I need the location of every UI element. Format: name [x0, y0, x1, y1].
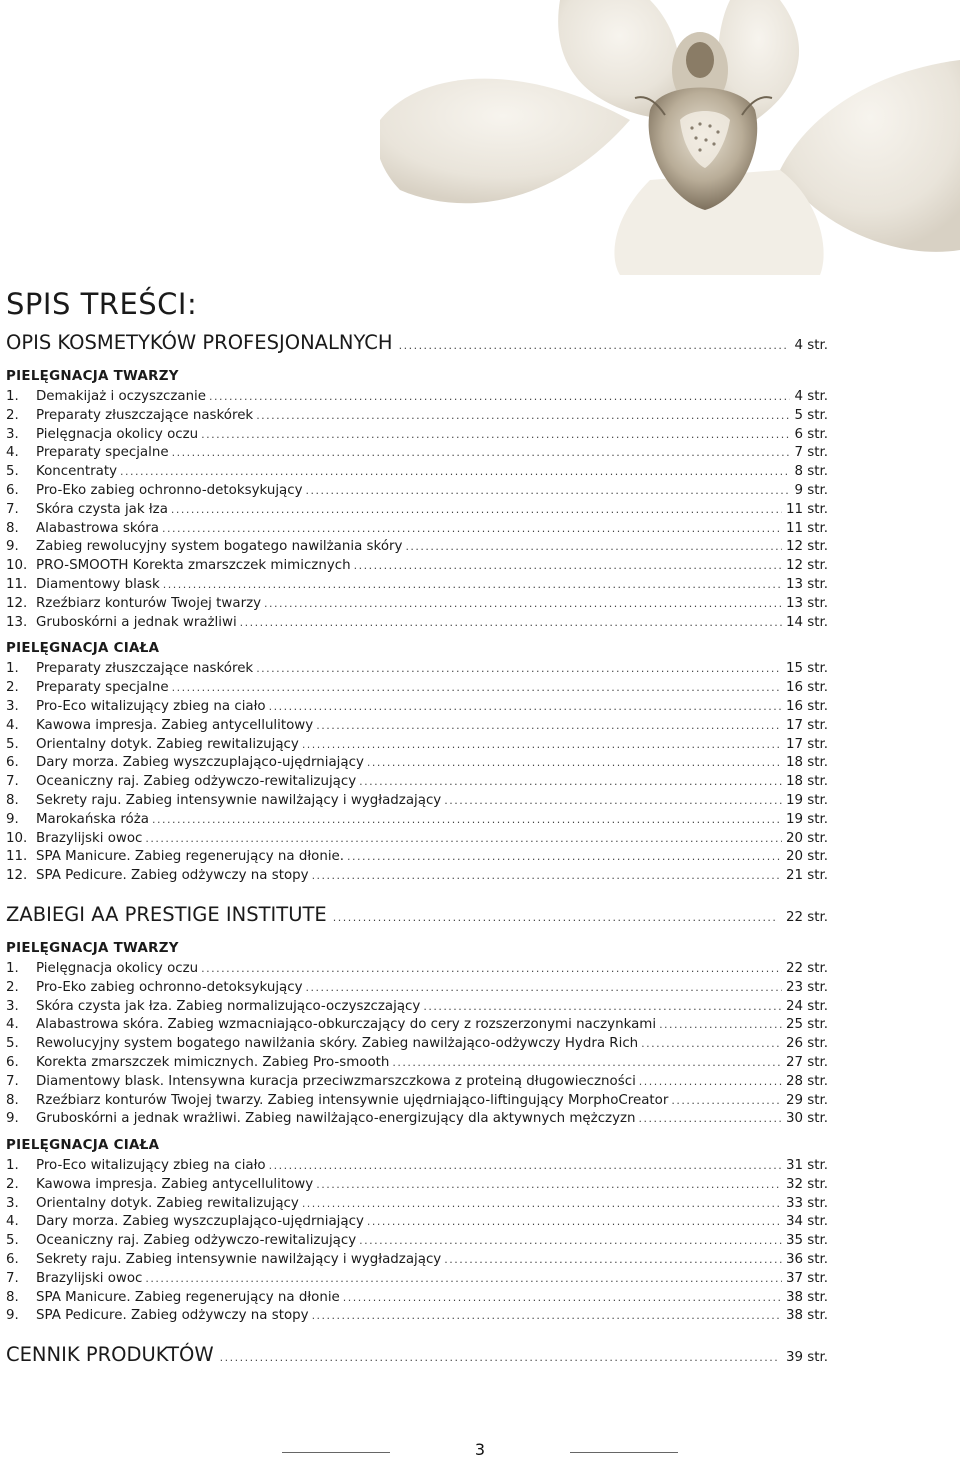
entry-label: Oceaniczny raj. Zabieg odżywczo-rewitalizujący — [36, 1233, 357, 1249]
entry-number: 9. — [6, 811, 19, 827]
leader-dots — [306, 979, 782, 998]
entry-label: Gruboskórni a jednak wrażliwi. Zabieg nawilżająco-energizujący dla aktywnych mężczyzn — [36, 1111, 636, 1127]
entry-page: 38 str. — [785, 1308, 828, 1324]
entry-page: 34 str. — [785, 1214, 828, 1230]
leader-dots — [171, 501, 782, 520]
page-title: SPIS TREŚCI: — [6, 287, 198, 321]
entry-page: 23 str. — [785, 979, 828, 995]
toc-entry[interactable] — [6, 407, 828, 426]
leader-dots — [444, 792, 782, 811]
entry-page: 9 str. — [794, 482, 828, 498]
toc-entry[interactable] — [6, 998, 828, 1017]
leader-dots — [302, 736, 782, 755]
entry-page: 20 str. — [785, 849, 828, 865]
entry-number: 9. — [6, 1111, 19, 1127]
toc-entry[interactable] — [6, 1176, 828, 1195]
entry-page: 8 str. — [794, 464, 828, 480]
leader-dots — [343, 1289, 782, 1308]
entry-page: 22 str. — [785, 960, 828, 976]
leader-dots — [641, 1035, 782, 1054]
entry-label: Preparaty złuszczające naskórek — [36, 661, 254, 677]
entry-label: Kawowa impresja. Zabieg antycellulitowy — [36, 1176, 314, 1192]
entry-label: Marokańska róża — [36, 811, 149, 827]
leader-dots — [145, 830, 782, 849]
leader-dots — [145, 1270, 782, 1289]
entry-number: 1. — [6, 1158, 19, 1174]
toc-entry[interactable] — [6, 1270, 828, 1289]
orchid-illustration — [380, 0, 960, 275]
leader-dots — [354, 557, 782, 576]
toc-entry[interactable] — [6, 1289, 828, 1308]
entry-number: 1. — [6, 960, 19, 976]
leader-dots — [302, 1195, 782, 1214]
entry-page: 21 str. — [785, 868, 828, 884]
toc-entry[interactable] — [6, 830, 828, 849]
entry-label: Sekrety raju. Zabieg intensywnie nawilżający i wygładzający — [36, 792, 442, 808]
entry-page: 33 str. — [785, 1195, 828, 1211]
leader-dots — [359, 1232, 782, 1251]
toc-list — [6, 1157, 828, 1326]
leader-dots — [162, 520, 782, 539]
entry-number: 7. — [6, 774, 19, 790]
entry-page: 7 str. — [794, 445, 828, 461]
leader-dots — [444, 1251, 782, 1270]
entry-label: Pro-Eco witalizujący zbieg na ciało — [36, 698, 266, 714]
entry-number: 5. — [6, 736, 19, 752]
toc-entry[interactable] — [6, 960, 828, 979]
entry-label: Alabastrowa skóra — [36, 520, 159, 536]
entry-number: 4. — [6, 717, 19, 733]
entry-label: Preparaty specjalne — [36, 680, 169, 696]
entry-page: 27 str. — [785, 1054, 828, 1070]
entry-label: Rzeźbiarz konturów Twojej twarzy — [36, 595, 262, 611]
toc-entry[interactable] — [6, 1035, 828, 1054]
leader-dots — [659, 1016, 782, 1035]
entry-page: 17 str. — [785, 717, 828, 733]
toc-entry[interactable] — [6, 1054, 828, 1073]
entry-page: 12 str. — [785, 558, 828, 574]
leader-dots — [209, 388, 790, 407]
toc-entry[interactable] — [6, 538, 828, 557]
toc-entry[interactable] — [6, 1232, 828, 1251]
toc-entry[interactable] — [6, 482, 828, 501]
leader-dots — [333, 901, 778, 932]
entry-page: 32 str. — [785, 1176, 828, 1192]
leader-dots — [256, 660, 782, 679]
leader-dots — [220, 1341, 778, 1372]
entry-label: Demakijaż i oczyszczanie — [36, 389, 207, 404]
leader-dots — [316, 1176, 782, 1195]
entry-page: 30 str. — [785, 1111, 828, 1127]
entry-number: 5. — [6, 1036, 19, 1052]
entry-label: Pielęgnacja okolicy oczu — [36, 426, 199, 442]
entry-page: 25 str. — [785, 1017, 828, 1033]
entry-label: Sekrety raju. Zabieg intensywnie nawilżający i wygładzający — [36, 1252, 442, 1268]
entry-number: 8. — [6, 1092, 19, 1108]
leader-dots — [120, 463, 790, 482]
toc-entry[interactable] — [6, 754, 828, 773]
toc-list — [6, 660, 828, 886]
entry-number: 3. — [6, 426, 19, 442]
leader-dots — [172, 679, 782, 698]
entry-label: Preparaty specjalne — [36, 445, 169, 461]
leader-dots — [367, 1213, 782, 1232]
entry-label: Zabieg rewolucyjny system bogatego nawilżania skóry — [36, 539, 403, 555]
entry-number: 10. — [6, 830, 28, 846]
entry-number: 7. — [6, 1270, 19, 1286]
toc-entry[interactable] — [6, 1016, 828, 1035]
entry-number: 12. — [6, 868, 28, 884]
leader-dots — [639, 1110, 782, 1129]
toc-entry[interactable] — [6, 576, 828, 595]
entry-page: 15 str. — [785, 661, 828, 677]
entry-label: Skóra czysta jak łza — [36, 501, 168, 517]
entry-number: 3. — [6, 1195, 19, 1211]
toc-entry[interactable] — [6, 979, 828, 998]
leader-dots — [359, 773, 782, 792]
entry-number: 13. — [6, 614, 28, 630]
section-page: 39 str. — [785, 1350, 828, 1366]
toc-section-zabiegi[interactable] — [6, 898, 828, 932]
entry-label: Skóra czysta jak łza. Zabieg normalizująco-oczyszczający — [36, 998, 421, 1014]
entry-page: 31 str. — [785, 1158, 828, 1174]
page-number: 3 — [474, 1440, 486, 1459]
leader-dots — [423, 998, 782, 1017]
entry-number: 2. — [6, 407, 19, 423]
entry-number: 9. — [6, 1308, 19, 1324]
entry-label: Brazylijski owoc — [36, 1270, 143, 1286]
entry-page: 36 str. — [785, 1252, 828, 1268]
entry-label: PRO-SMOOTH Korekta zmarszczek mimicznych — [36, 558, 351, 574]
entry-page: 16 str. — [785, 698, 828, 714]
entry-page: 5 str. — [794, 407, 828, 423]
toc-entry[interactable] — [6, 501, 828, 520]
entry-number: 9. — [6, 539, 19, 555]
entry-label: Kawowa impresja. Zabieg antycellulitowy — [36, 717, 314, 733]
table-of-contents — [6, 282, 828, 1372]
toc-entry[interactable] — [6, 1213, 828, 1232]
toc-entry[interactable] — [6, 660, 828, 679]
entry-number: 4. — [6, 1214, 19, 1230]
toc-entry[interactable] — [6, 1092, 828, 1111]
entry-page: 26 str. — [785, 1036, 828, 1052]
entry-page: 16 str. — [785, 680, 828, 696]
toc-entry[interactable] — [6, 1307, 828, 1326]
toc-entry[interactable] — [6, 1110, 828, 1129]
leader-dots — [264, 595, 782, 614]
entry-number: 5. — [6, 464, 19, 480]
entry-number: 4. — [6, 1017, 19, 1033]
entry-label: Alabastrowa skóra. Zabieg wzmacniająco-obkurczający do cery z rozszerzonymi naczynkami — [36, 1017, 657, 1033]
toc-section-cennik[interactable] — [6, 1338, 828, 1372]
entry-label: Brazylijski owoc — [36, 830, 143, 846]
toc-entry[interactable] — [6, 1073, 828, 1092]
entry-number: 4. — [6, 445, 19, 461]
toc-entry[interactable] — [6, 679, 828, 698]
leader-dots — [392, 1054, 782, 1073]
toc-entry[interactable] — [6, 811, 828, 830]
entry-label: Pielęgnacja okolicy oczu — [36, 960, 199, 976]
toc-entry[interactable] — [6, 595, 828, 614]
entry-label: Pro-Eko zabieg ochronno-detoksykujący — [36, 979, 303, 995]
leader-dots — [256, 407, 790, 426]
leader-dots — [316, 717, 782, 736]
entry-label: Dary morza. Zabieg wyszczuplająco-ujędrniający — [36, 1214, 364, 1230]
entry-label: Preparaty złuszczające naskórek — [36, 407, 254, 423]
toc-list — [6, 960, 828, 1129]
entry-number: 1. — [6, 389, 19, 404]
entry-label: Korekta zmarszczek mimicznych. Zabieg Pro-smooth — [36, 1054, 390, 1070]
subsection-title: PIELĘGNACJA CIAŁA — [6, 641, 160, 657]
entry-label: Gruboskórni a jednak wrażliwi — [36, 614, 237, 630]
entry-page: 37 str. — [785, 1270, 828, 1286]
toc-entry[interactable] — [6, 698, 828, 717]
toc-entry[interactable] — [6, 557, 828, 576]
leader-dots — [172, 444, 791, 463]
toc-section-opis[interactable] — [6, 326, 828, 360]
toc-entry[interactable] — [6, 426, 828, 445]
section-label: OPIS KOSMETYKÓW PROFESJONALNYCH — [6, 331, 393, 354]
entry-page: 19 str. — [785, 792, 828, 808]
entry-label: Rewolucyjny system bogatego nawilżania skóry. Zabieg nawilżająco-odżywczy Hydra Rich — [36, 1036, 639, 1052]
entry-number: 7. — [6, 501, 19, 517]
toc-entry[interactable] — [6, 463, 828, 482]
leader-dots — [306, 482, 791, 501]
entry-number: 2. — [6, 979, 19, 995]
leader-dots — [269, 1157, 782, 1176]
entry-page: 18 str. — [785, 755, 828, 771]
entry-number: 2. — [6, 1176, 19, 1192]
entry-number: 3. — [6, 998, 19, 1014]
entry-page: 17 str. — [785, 736, 828, 752]
entry-number: 6. — [6, 1054, 19, 1070]
leader-dots — [163, 576, 782, 595]
leader-dots — [671, 1092, 782, 1111]
toc-entry[interactable] — [6, 736, 828, 755]
entry-page: 4 str. — [794, 389, 828, 404]
toc-entry[interactable] — [6, 1195, 828, 1214]
subsection-title: PIELĘGNACJA TWARZY — [6, 940, 179, 956]
entry-page: 24 str. — [785, 998, 828, 1014]
toc-entry[interactable] — [6, 792, 828, 811]
entry-number: 10. — [6, 558, 28, 574]
toc-entry[interactable] — [6, 614, 828, 633]
entry-page: 14 str. — [785, 614, 828, 630]
entry-page: 38 str. — [785, 1289, 828, 1305]
entry-page: 29 str. — [785, 1092, 828, 1108]
entry-label: Diamentowy blask. Intensywna kuracja przeciwzmarszczkowa z proteiną długowieczności — [36, 1073, 636, 1089]
entry-label: Koncentraty — [36, 464, 118, 480]
leader-dots — [201, 426, 790, 445]
toc-entry[interactable] — [6, 444, 828, 463]
entry-label: SPA Manicure. Zabieg regenerujący na dłonie — [36, 1289, 340, 1305]
entry-number: 2. — [6, 680, 19, 696]
entry-number: 6. — [6, 1252, 19, 1268]
section-page: 4 str. — [794, 338, 828, 353]
leader-dots — [399, 329, 787, 360]
entry-number: 6. — [6, 755, 19, 771]
toc-entry[interactable] — [6, 1251, 828, 1270]
toc-entry[interactable] — [6, 867, 828, 886]
entry-page: 13 str. — [785, 576, 828, 592]
toc-entry[interactable] — [6, 848, 828, 867]
entry-label: Oceaniczny raj. Zabieg odżywczo-rewitalizujący — [36, 774, 357, 790]
entry-page: 20 str. — [785, 830, 828, 846]
entry-label: SPA Manicure. Zabieg regenerujący na dłonie. — [36, 849, 345, 865]
entry-label: SPA Pedicure. Zabieg odżywczy na stopy — [36, 1308, 309, 1324]
entry-number: 8. — [6, 520, 19, 536]
entry-label: SPA Pedicure. Zabieg odżywczy na stopy — [36, 868, 309, 884]
section-label: ZABIEGI AA PRESTIGE INSTITUTE — [6, 902, 327, 926]
entry-page: 18 str. — [785, 774, 828, 790]
entry-page: 11 str. — [785, 520, 828, 536]
leader-dots — [312, 867, 782, 886]
entry-number: 7. — [6, 1073, 19, 1089]
subsection-title: PIELĘGNACJA CIAŁA — [6, 1138, 160, 1154]
entry-label: Diamentowy blask — [36, 576, 160, 592]
section-page: 22 str. — [785, 909, 828, 925]
entry-number: 11. — [6, 576, 28, 592]
leader-dots — [367, 754, 782, 773]
toc-entry[interactable] — [6, 773, 828, 792]
entry-number: 6. — [6, 482, 19, 498]
entry-page: 11 str. — [785, 501, 828, 517]
toc-list — [6, 388, 828, 632]
entry-label: Orientalny dotyk. Zabieg rewitalizujący — [36, 1195, 299, 1211]
entry-number: 8. — [6, 1289, 19, 1305]
leader-dots — [240, 614, 782, 633]
leader-dots — [312, 1307, 782, 1326]
entry-number: 5. — [6, 1233, 19, 1249]
entry-label: Rzeźbiarz konturów Twojej twarzy. Zabieg intensywnie ujędrniająco-liftingujący MorphoCreator — [36, 1092, 669, 1108]
leader-dots — [269, 698, 782, 717]
toc-entry[interactable] — [6, 388, 828, 407]
entry-number: 3. — [6, 698, 19, 714]
entry-page: 13 str. — [785, 595, 828, 611]
entry-page: 19 str. — [785, 811, 828, 827]
leader-dots — [639, 1073, 782, 1092]
entry-number: 8. — [6, 792, 19, 808]
toc-entry[interactable] — [6, 1157, 828, 1176]
leader-dots — [152, 811, 782, 830]
entry-page: 35 str. — [785, 1233, 828, 1249]
leader-dots — [405, 538, 782, 557]
entry-label: Pro-Eco witalizujący zbieg na ciało — [36, 1158, 266, 1174]
entry-label: Dary morza. Zabieg wyszczuplająco-ujędrniający — [36, 755, 364, 771]
entry-page: 28 str. — [785, 1073, 828, 1089]
entry-label: Pro-Eko zabieg ochronno-detoksykujący — [36, 482, 303, 498]
entry-page: 6 str. — [794, 426, 828, 442]
entry-number: 12. — [6, 595, 28, 611]
leader-dots — [347, 848, 782, 867]
entry-page: 12 str. — [785, 539, 828, 555]
entry-number: 11. — [6, 849, 28, 865]
toc-entry[interactable] — [6, 717, 828, 736]
subsection-title: PIELĘGNACJA TWARZY — [6, 369, 179, 384]
entry-label: Orientalny dotyk. Zabieg rewitalizujący — [36, 736, 299, 752]
section-label: CENNIK PRODUKTÓW — [6, 1343, 214, 1367]
leader-dots — [201, 960, 782, 979]
toc-entry[interactable] — [6, 520, 828, 539]
entry-number: 1. — [6, 661, 19, 677]
